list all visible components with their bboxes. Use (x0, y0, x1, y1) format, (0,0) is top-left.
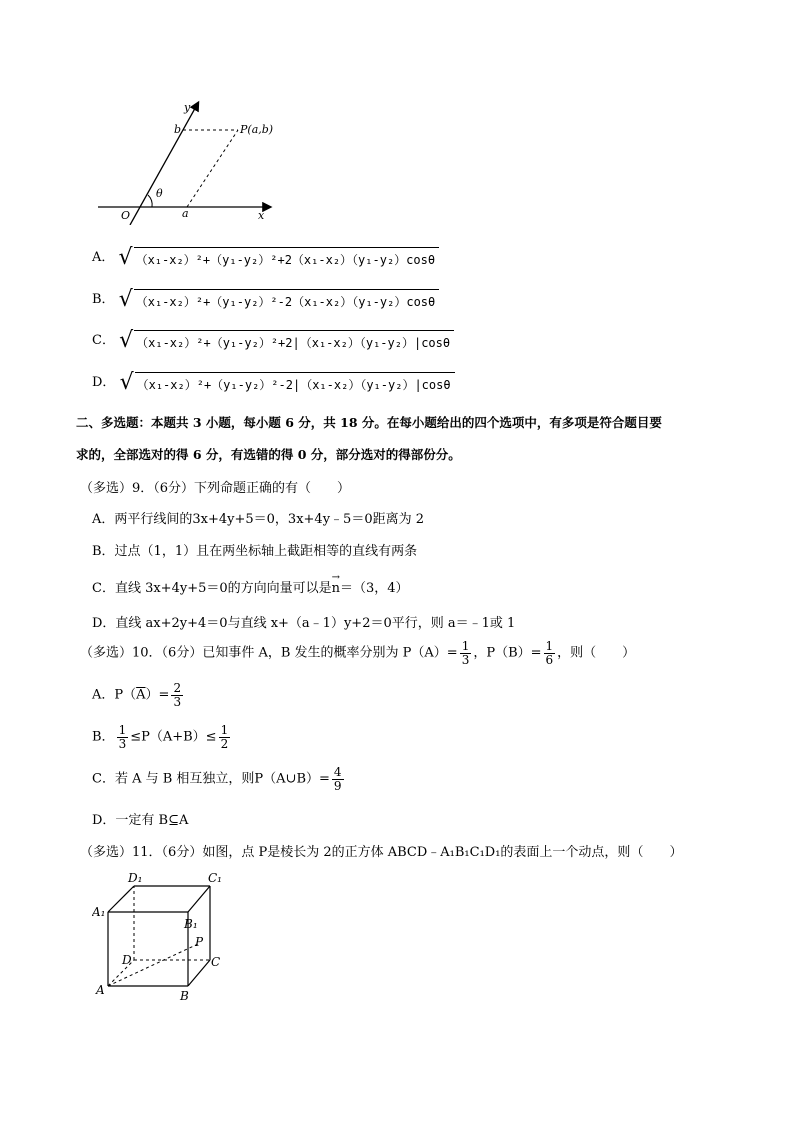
section2-line2: 求的，全部选对的得 6 分，有选错的得 0 分，部分选对的得部份分。 (76, 447, 461, 462)
label-d: D (122, 953, 132, 967)
q11-stem: （多选）11．（6分）如图，点 P是棱长为 2的正方体 ABCD﹣A₁B₁C₁D₁的表面上一个动点，则（ ） (80, 845, 683, 860)
oblique-axes-figure (90, 95, 280, 225)
label-a: A (96, 983, 105, 997)
sqrt-expression: √ （x₁-x₂）²+（y₁-y₂）²+2（x₁-x₂）（y₁-y₂）cosθ (119, 247, 440, 269)
vector-n: → n (331, 572, 341, 596)
fraction: $\frac{2}{3}$ (173, 681, 182, 709)
label-b: B (180, 989, 189, 1003)
label-c: C (211, 955, 221, 969)
q9-stem: （多选）9．（6分）下列命题正确的有（ ） (80, 481, 351, 496)
edge-b1-c1 (188, 886, 210, 912)
q8-option-d: D． √ （x₁-x₂）²+（y₁-y₂）²-2|（x₁-x₂）（y₁-y₂）|cosθ (92, 371, 455, 394)
q9-option-c: C．直线 3x+4y+5＝0的方向向量可以是 → n＝（3，4） (92, 572, 409, 596)
edge-b-c (188, 960, 210, 986)
label-p: P (195, 935, 204, 949)
q10-stem: （多选）10．（6分）已知事件 A，B 发生的概率分别为 P（A）= $\frac{1}{3}$ ，P（B）= $\frac{1}{6}$ ，则（ ） (80, 639, 636, 667)
q10-option-c: C．若 A 与 B 相互独立，则P（A∪B）= $\frac{4}{9}$ (92, 765, 342, 793)
label-a1: A₁ (92, 905, 106, 919)
edge-a1-d1 (108, 886, 134, 912)
a-label: a (182, 207, 189, 220)
b-label: b (174, 123, 182, 136)
q9-option-a: A．两平行线间的3x+4y+5＝0，3x+4y﹣5＝0距离为 2 (92, 512, 424, 527)
q8-option-a: A． √ （x₁-x₂）²+（y₁-y₂）²+2（x₁-x₂）（y₁-y₂）cosθ (92, 246, 439, 269)
sqrt-expression: √ （x₁-x₂）²+（y₁-y₂）²+2|（x₁-x₂）（y₁-y₂）|cosθ (119, 330, 454, 352)
label-b1: B₁ (184, 917, 198, 931)
dashed-a-line (187, 130, 238, 207)
q9-option-b: B．过点（1，1）且在两坐标轴上截距相等的直线有两条 (92, 544, 418, 559)
sqrt-expression: √ （x₁-x₂）²+（y₁-y₂）²-2（x₁-x₂）（y₁-y₂）cosθ (119, 289, 440, 311)
x-label: x (258, 209, 265, 222)
section2-line1: 二、多选题：本题共 3 小题，每小题 6 分，共 18 分。在每小题给出的四个选项中，有多项是符合题目要 (76, 415, 662, 430)
fraction: $\frac{1}{6}$ (545, 639, 554, 667)
q10-option-b: B． $\frac{1}{3}$ ≤P（A+B）≤ $\frac{1}{2}$ (92, 723, 229, 751)
origin-label: O (121, 209, 131, 222)
fraction: $\frac{1}{3}$ (118, 723, 127, 751)
sqrt-expression: √ （x₁-x₂）²+（y₁-y₂）²-2|（x₁-x₂）（y₁-y₂）|cosθ (120, 372, 455, 394)
p-label: P(a,b) (240, 123, 274, 136)
label-d1: D₁ (128, 871, 143, 885)
theta-label: θ (156, 187, 163, 200)
q8-option-b: B． √ （x₁-x₂）²+（y₁-y₂）²-2（x₁-x₂）（y₁-y₂）cosθ (92, 288, 439, 311)
q8-option-c: C． √ （x₁-x₂）²+（y₁-y₂）²+2|（x₁-x₂）（y₁-y₂）|cosθ (92, 329, 454, 352)
fraction: $\frac{1}{2}$ (220, 723, 229, 751)
cube-figure (92, 868, 232, 1008)
fraction: $\frac{1}{3}$ (461, 639, 470, 667)
theta-arc (148, 195, 152, 207)
label-c1: C₁ (208, 871, 222, 885)
q9-option-d: D．直线 ax+2y+4＝0与直线 x+（a﹣1）y+2＝0平行，则 a＝﹣1或 1 (92, 616, 516, 631)
fraction: $\frac{4}{9}$ (333, 765, 342, 793)
q10-option-a: A．$P(\overline{A})=$ $\frac{2}{3}$ (92, 681, 182, 709)
y-label: y (184, 101, 191, 114)
q10-option-d: D．一定有 B⊆A (92, 813, 189, 828)
